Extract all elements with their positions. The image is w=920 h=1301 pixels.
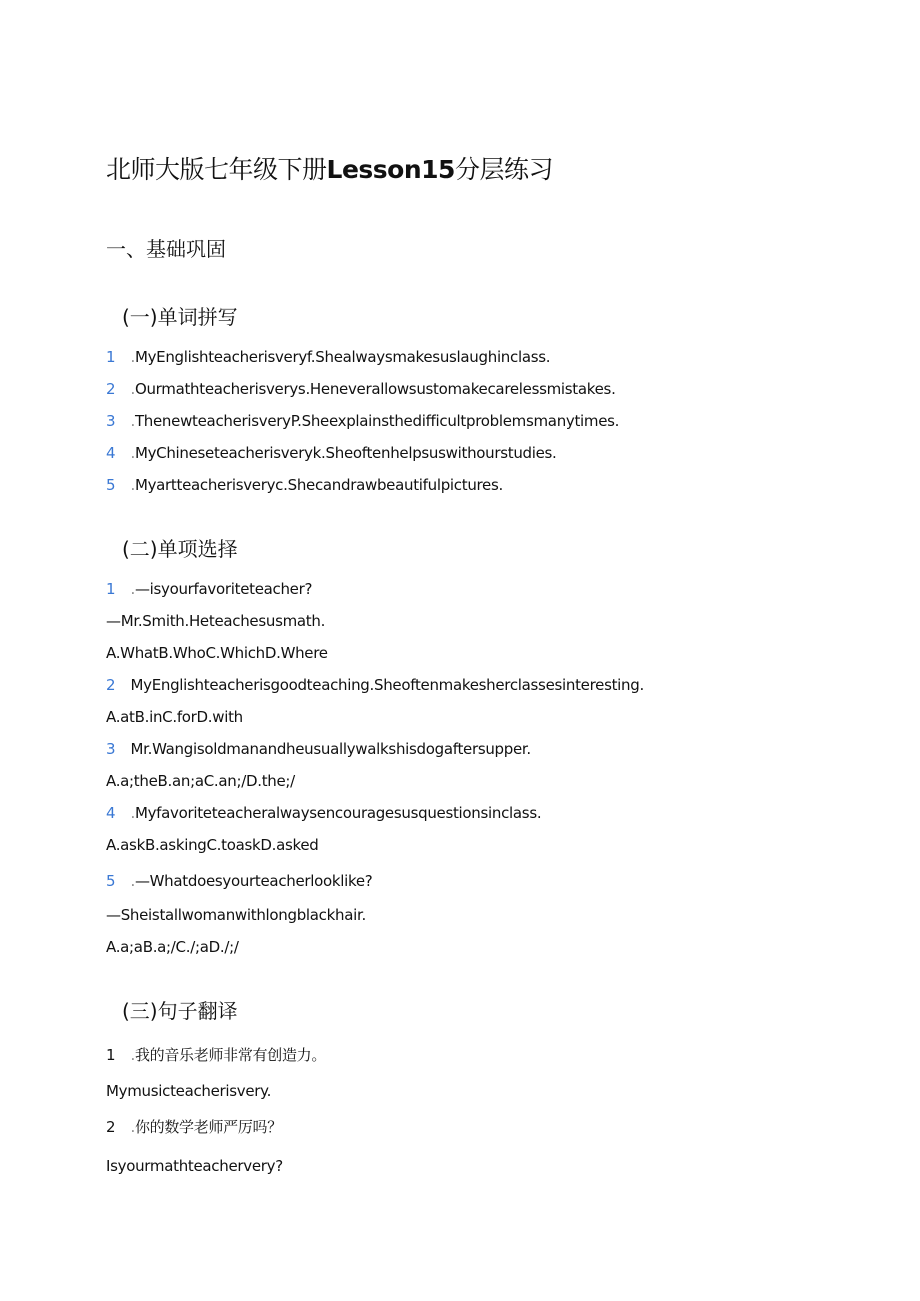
item-separator: . [126,1046,135,1064]
choice-question [106,739,531,759]
choice-question [106,803,541,823]
item-number: 2 [106,380,116,398]
item-number: 4 [106,444,116,462]
question-text: 我的音乐老师非常有创造力。 [134,1046,327,1064]
question-text: —Whatdoesyourteacherlooklike? [134,872,373,890]
item-separator: . [126,1118,135,1136]
choice-question [106,675,644,695]
question-options: A.atB.inC.forD.with [106,708,243,726]
translation-question [106,1045,326,1065]
item-separator: . [126,580,135,598]
item-text: Ourmathteacherisverys.Heneverallowsustomakecarelessmistakes. [134,380,616,398]
item-number: 5 [106,476,116,494]
item-number: 2 [106,676,116,694]
question-options: A.a;aB.a;/C./;aD./;/ [106,938,239,956]
question-text: 你的数学老师严厉吗？ [134,1118,282,1136]
item-number: 1 [106,348,116,366]
question-text: —isyourfavoriteteacher? [134,580,313,598]
item-text: Myartteacherisveryc.Shecandrawbeautifulpictures. [134,476,503,494]
section-heading-basics: 一、基础巩固 [106,237,226,261]
item-number: 2 [106,1118,116,1136]
translation-answer: Mymusicteacherisvery. [106,1082,272,1100]
item-separator: . [126,348,135,366]
spelling-item [106,411,619,431]
item-text: MyEnglishteacherisveryf.Shealwaysmakesuslaughinclass. [134,348,551,366]
question-options: A.WhatB.WhoC.WhichD.Where [106,644,328,662]
title-tail: 分层练习 [454,155,553,184]
part-heading-choice: (二)单项选择 [122,537,238,561]
spelling-item [106,443,557,463]
item-number: 5 [106,872,116,890]
item-number: 1 [106,1046,116,1064]
item-separator: . [126,380,135,398]
item-number: 3 [106,412,116,430]
translation-question [106,1117,282,1137]
item-separator: . [126,412,135,430]
item-separator: . [126,872,135,890]
question-options: A.askB.askingC.toaskD.asked [106,836,319,854]
choice-question [106,579,312,599]
spelling-item [106,379,616,399]
question-text: Mr.Wangisoldmanandheusuallywalkshisdogaftersupper. [130,740,531,758]
document-title [106,150,553,186]
choice-question [106,871,372,891]
part-heading-spelling: (一)单词拼写 [122,305,238,329]
question-options: A.a;theB.an;aC.an;/D.the;/ [106,772,295,790]
item-separator: . [126,444,135,462]
item-number: 4 [106,804,116,822]
spelling-item [106,347,550,367]
item-separator: . [126,476,135,494]
item-text: ThenewteacherisveryP.Sheexplainsthedifficultproblemsmanytimes. [134,412,620,430]
question-reply: —Mr.Smith.Heteachesusmath. [106,612,326,630]
question-text: MyEnglishteacherisgoodteaching.Sheoftenmakesherclassesinteresting. [130,676,644,694]
item-number: 3 [106,740,116,758]
question-text: Myfavoriteteacheralwaysencouragesusquestionsinclass. [134,804,542,822]
item-separator: . [126,804,135,822]
item-text: MyChineseteacherisveryk.Sheoftenhelpsuswithourstudies. [134,444,557,462]
spelling-item [106,475,503,495]
title-lesson: Lesson15 [326,155,455,184]
translation-answer: Isyourmathteachervery? [106,1157,283,1175]
part-heading-translation: (三)句子翻译 [122,999,238,1023]
question-reply: —Sheistallwomanwithlongblackhair. [106,906,366,924]
item-number: 1 [106,580,116,598]
title-main: 北师大版七年级下册 [106,155,327,184]
